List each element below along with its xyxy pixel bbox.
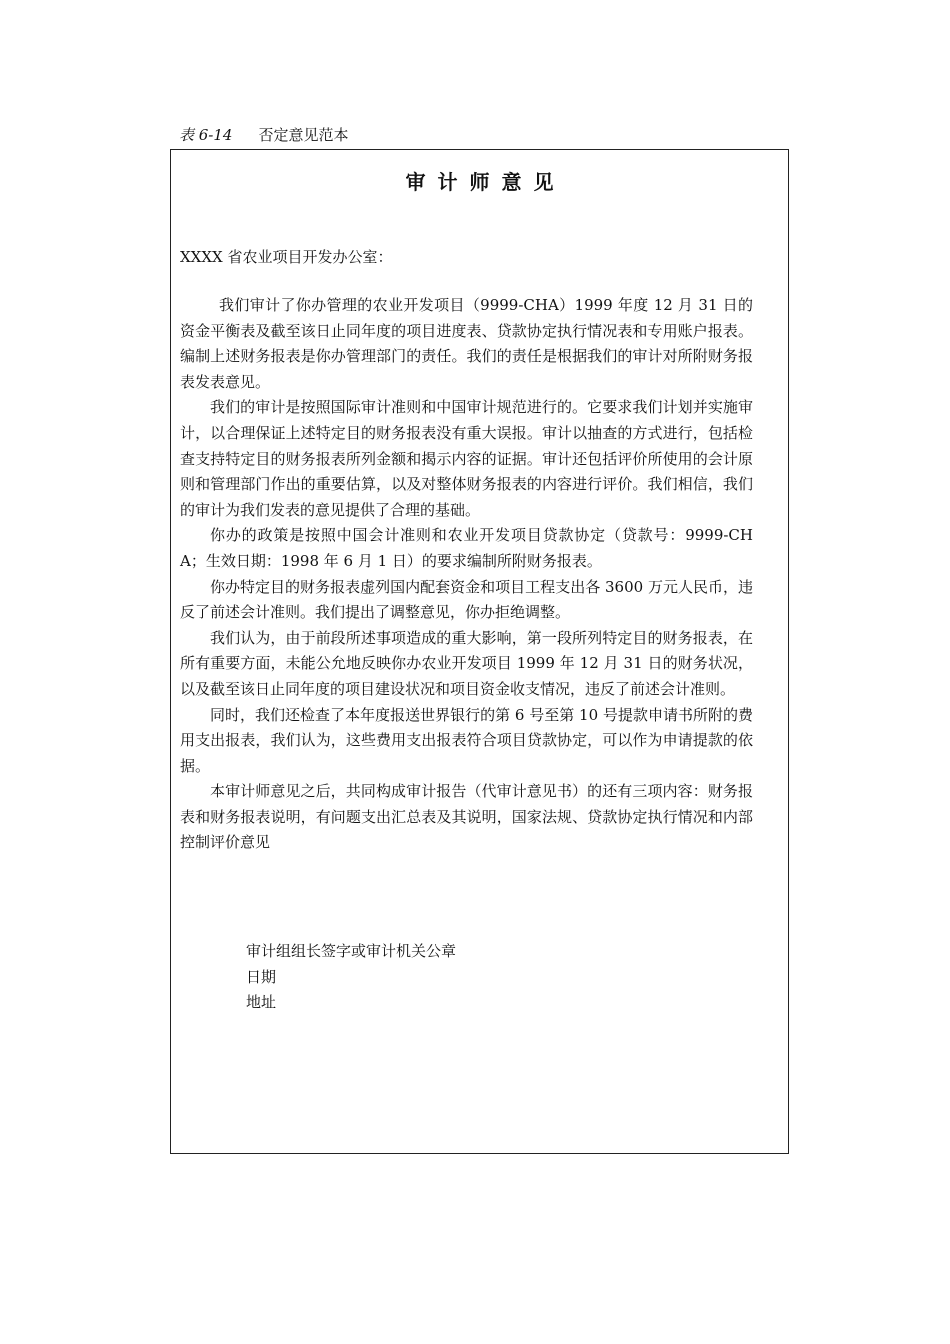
paragraph-components: 本审计师意见之后，共同构成审计报告（代审计意见书）的还有三项内容：财务报表和财务报表说明，有问题支出汇总表及其说明，国家法规、贷款协定执行情况和内部控制评价意见 bbox=[180, 782, 753, 852]
table-title: 否定意见范本 bbox=[258, 126, 349, 144]
paragraph-basis: 你办特定目的财务报表虚列国内配套资金和项目工程支出各 3600 万元人民币，违反了前述会计准则。我们提出了调整意见，你办拒绝调整。 bbox=[180, 577, 753, 622]
opinion-frame bbox=[170, 149, 789, 1154]
document-title: 审计师意见 bbox=[405, 170, 566, 194]
opinion-body bbox=[180, 293, 753, 856]
table-number: 表 6-14 bbox=[179, 126, 233, 144]
paragraph-withdrawal: 同时，我们还检查了本年度报送世界银行的第 6 号至第 10 号提款申请书所附的费用支出报表，我们认为，这些费用支出报表符合项目贷款协定，可以作为申请提款的依据。 bbox=[180, 705, 753, 775]
paragraph-policy: 你办的政策是按照中国会计准则和农业开发项目贷款协定（贷款号：9999-CHA；生效日期：1998 年 6 月 1 日）的要求编制所附财务报表。 bbox=[180, 526, 753, 570]
signer-line: 审计组组长签字或审计机关公章 bbox=[246, 942, 457, 960]
table-caption bbox=[179, 124, 348, 146]
signature-block bbox=[246, 939, 456, 1016]
addressee: XXXX 省农业项目开发办公室： bbox=[180, 248, 393, 266]
date-line: 日期 bbox=[246, 967, 277, 986]
address-line: 地址 bbox=[246, 993, 277, 1012]
paragraph-opinion: 我们认为，由于前段所述事项造成的重大影响，第一段所列特定目的财务报表，在所有重要方面，未能公允地反映你办农业开发项目 1999 年 12 月 31 日的财务状况，以及截至该日止同年度的项目建设状况和项目资金收支情况，违反了前述会计准则。 bbox=[180, 628, 753, 698]
paragraph-scope: 我们审计了你办管理的农业开发项目（9999-CHA）1999 年度 12 月 31 日的资金平衡表及截至该日止同年度的项目进度表、贷款协定执行情况表和专用账户报表。编制上述财务报表是你办管理部门的责任。我们的责任是根据我们的审计对所附财务报表发表意见。 bbox=[180, 296, 753, 391]
paragraph-standards: 我们的审计是按照国际审计准则和中国审计规范进行的。它要求我们计划并实施审计，以合理保证上述特定目的财务报表没有重大误报。审计以抽查的方式进行，包括检查支持特定目的财务报表所列金额和揭示内容的证据。审计还包括评价所使用的会计原则和管理部门作出的重要估算，以及对整体财务报表的内容进行评价。我们相信，我们的审计为我们发表的意见提供了合理的基础。 bbox=[180, 398, 753, 519]
